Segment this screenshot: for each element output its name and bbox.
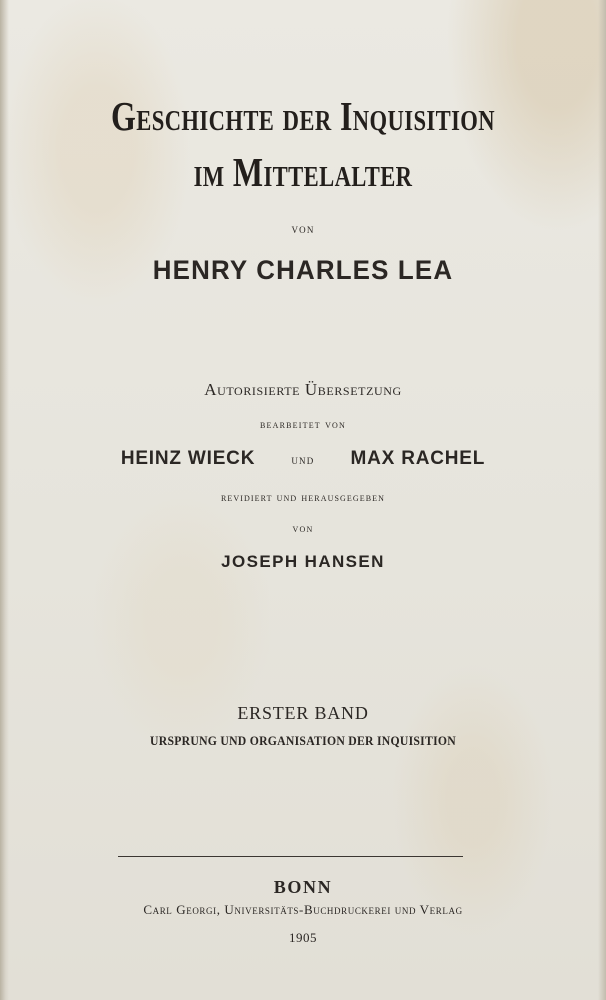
imprint-publisher: Carl Georgi, Universitäts-Buchdruckerei und Verlag xyxy=(143,902,463,917)
revised-label: revidiert und herausgegeben xyxy=(220,490,386,504)
volume-subtitle: URSPRUNG UND ORGANISATION DER INQUISITION xyxy=(150,733,457,748)
imprint-year: 1905 xyxy=(289,930,317,945)
translator-name-1: HEINZ WIECK xyxy=(120,448,256,469)
conjunction-und: und xyxy=(291,452,315,467)
title-line-1: Geschichte der Inquisition xyxy=(110,93,495,139)
title-line-2: im Mittelalter xyxy=(193,149,413,195)
translators xyxy=(0,448,606,470)
editor-von: von xyxy=(292,521,314,535)
edited-by-label: bearbeitet von xyxy=(259,417,346,431)
translator-name-2: MAX RACHEL xyxy=(350,448,486,469)
authorized-translation: Autorisierte Übersetzung xyxy=(204,380,402,399)
volume-label: ERSTER BAND xyxy=(237,703,369,723)
imprint-divider xyxy=(118,856,463,857)
byline-von: von xyxy=(291,221,315,236)
author-name: HENRY CHARLES LEA xyxy=(152,255,454,285)
editor-name: JOSEPH HANSEN xyxy=(221,552,385,571)
imprint-city: BONN xyxy=(273,877,333,897)
